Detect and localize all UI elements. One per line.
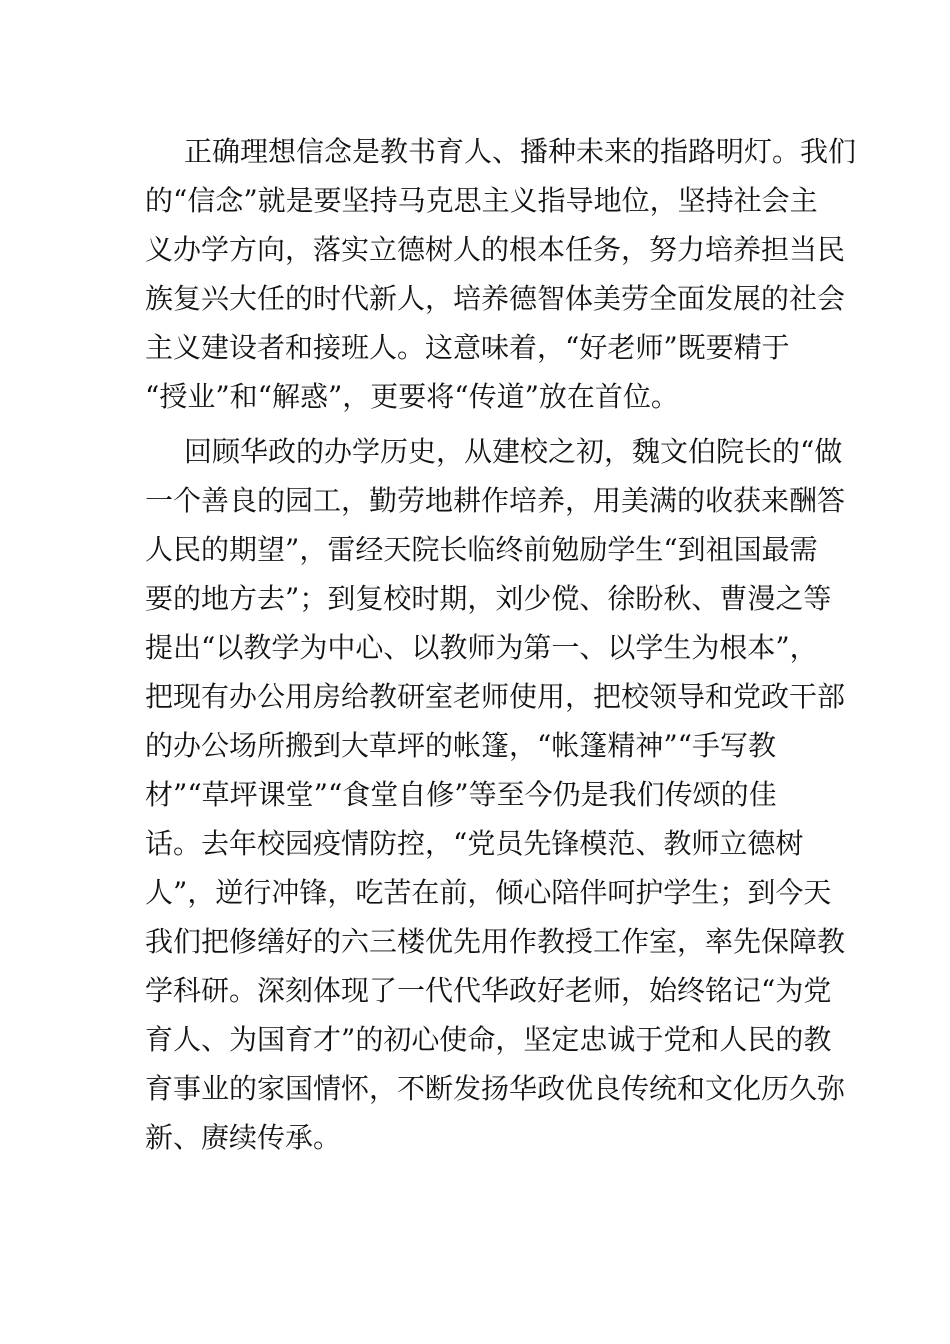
text-line: 新、赓续传承。 (145, 1121, 342, 1154)
text-line: 正确理想信念是教书育人、播种未来的指路明灯。我们 (184, 135, 857, 168)
text-line: 材”“草坪课堂”“食堂自修”等至今仍是我们传颂的佳 (145, 778, 777, 811)
text-line: 提出“以教学为中心、以教师为第一、以学生为根本”， (145, 631, 818, 664)
text-line: 育人、为国育才”的初心使命，坚定忠诚于党和人民的教 (145, 1023, 832, 1056)
text-line: 回顾华政的办学历史，从建校之初，魏文伯院长的“做 (184, 435, 843, 468)
text-line: 族复兴大任的时代新人，培养德智体美劳全面发展的社会 (145, 282, 846, 315)
text-line: 主义建设者和接班人。这意味着，“好老师”既要精于 (145, 331, 790, 364)
text-line: 要的地方去”；到复校时期，刘少傥、徐盼秋、曹漫之等 (145, 582, 832, 615)
text-line: 人”，逆行冲锋，吃苦在前，倾心陪伴呵护学生；到今天 (145, 876, 832, 909)
text-line: “授业”和“解惑”，更要将“传道”放在首位。 (145, 380, 679, 413)
text-line: 学科研。深刻体现了一代代华政好老师，始终铭记“为党 (145, 974, 832, 1007)
text-line: 育事业的家国情怀，不断发扬华政优良传统和文化历久弥 (145, 1072, 846, 1105)
text-line: 义办学方向，落实立德树人的根本任务，努力培养担当民 (145, 233, 846, 266)
text-line: 的“信念”就是要坚持马克思主义指导地位，坚持社会主 (145, 184, 818, 217)
text-line: 我们把修缮好的六三楼优先用作教授工作室，率先保障教 (145, 925, 846, 958)
text-line: 话。去年校园疫情防控，“党员先锋模范、教师立德树 (145, 827, 804, 860)
text-line: 人民的期望”，雷经天院长临终前勉励学生“到祖国最需 (145, 533, 818, 566)
text-line: 一个善良的园工，勤劳地耕作培养，用美满的收获来酬答 (145, 484, 846, 517)
text-line: 的办公场所搬到大草坪的帐篷，“帐篷精神”“手写教 (145, 729, 776, 762)
text-line: 把现有办公用房给教研室老师使用，把校领导和党政干部 (145, 680, 846, 713)
